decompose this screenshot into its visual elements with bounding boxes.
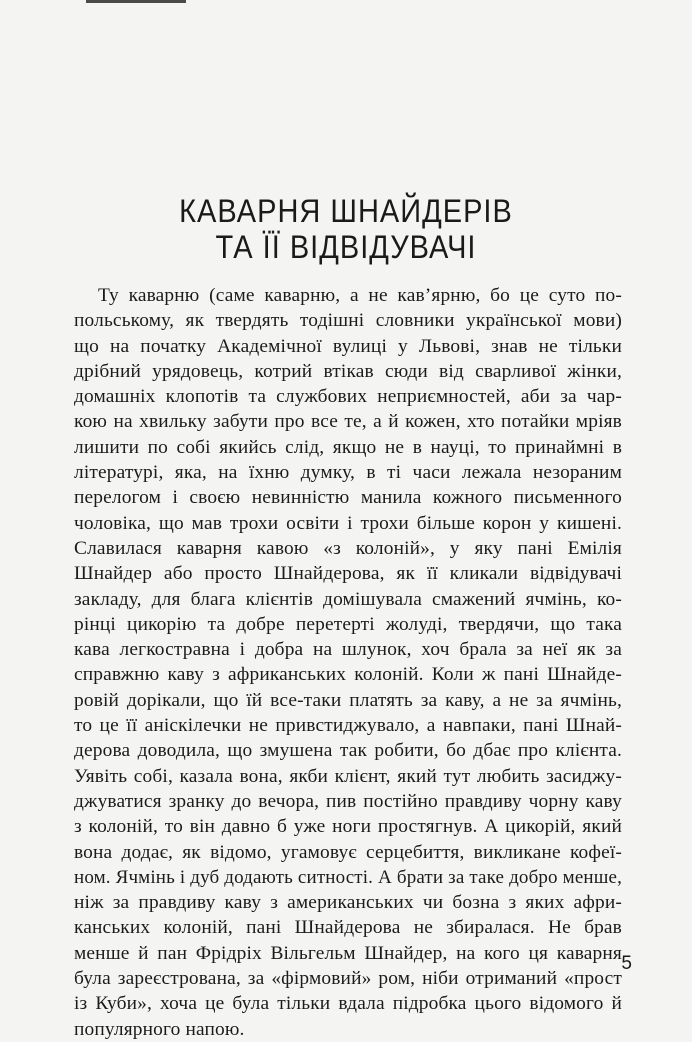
- text-line: Славилася каварня кавою «з колоній», у яку пані Емілія: [74, 537, 622, 559]
- text-line: дерова доводила, що змушена так робити, бо дбає про клієнта.: [74, 740, 622, 762]
- text-line: лишити по собі якийсь слід, якщо не в науці, то принаймні в: [74, 436, 622, 458]
- text-line: дрібний урядовець, котрий втікав сюди від сварливої жінки,: [74, 360, 622, 382]
- text-line: ровій дорікали, що їй все-таки платять за каву, а не за ячмінь,: [74, 689, 622, 711]
- text-line: популярного напою.: [74, 1018, 245, 1040]
- text-line: менше й пан Фрідріх Вільгельм Шнайдер, на кого ця каварня: [74, 942, 622, 964]
- top-edge-rule: [86, 0, 186, 3]
- text-line: літературі, яка, на їхню думку, в ті часи лежала незораним: [74, 462, 622, 484]
- body-paragraph: [74, 283, 622, 1042]
- text-line: Ту каварню (саме каварню, а не кав’ярню, бо це суто по-: [98, 285, 622, 306]
- text-line: домашніх клопотів та службових неприємностей, аби за чар-: [74, 386, 622, 408]
- text-line: польському, як твердять тодішні словники української мови): [74, 310, 622, 332]
- text-line: ном. Ячмінь і дуб додають ситності. А брати за таке добро менше,: [74, 866, 622, 888]
- text-line: що на початку Академічної вулиці у Львові, знав не тільки: [74, 335, 622, 357]
- text-line: канських колоній, пані Шнайдерова не збиралася. Не брав: [74, 917, 622, 939]
- text-line: рінці цикорію та добре перетерті жолуді, твердячи, що така: [74, 613, 622, 635]
- text-line: чоловіка, що мав трохи освіти і трохи більше корон у кишені.: [74, 512, 622, 534]
- text-line: Уявіть собі, казала вона, якби клієнт, який тут любить засиджу-: [74, 765, 622, 787]
- text-line: ніж за правдиву каву з американських чи бозна з яких афри-: [74, 892, 622, 914]
- page-number: 5: [621, 953, 632, 974]
- text-line: з колоній, то він давно б уже ноги простягнув. А цикорій, який: [74, 816, 622, 838]
- text-line: закладу, для блага клієнтів домішувала смажений ячмінь, ко-: [74, 588, 622, 610]
- chapter-title-line-1: КАВАРНЯ ШНАЙДЕРІВ: [179, 194, 513, 230]
- text-line: Шнайдер або просто Шнайдерова, як її кликали відвідувачі: [74, 563, 622, 585]
- text-line: вона додає, як відомо, угамовує серцебиття, викликане кофеї-: [74, 841, 622, 863]
- chapter-title-line-2: ТА ЇЇ ВІДВІДУВАЧІ: [215, 230, 477, 266]
- text-line: то це її аніскілечки не привстиджувало, а навпаки, пані Шнай-: [74, 715, 622, 737]
- text-line: була зареєстрована, за «фірмовий» ром, ніби отриманий «прост: [74, 968, 622, 990]
- text-line: кава легкостравна і добра на шлунок, хоч брала за неї як за: [74, 639, 622, 661]
- text-line: справжню каву з африканських колоній. Коли ж пані Шнайде-: [74, 664, 622, 686]
- text-line: із Куби», хоча це була тільки вдала підробка цього відомого й: [74, 993, 622, 1015]
- text-line: джуватися зранку до вечора, пив постійно правдиву чорну каву: [74, 790, 622, 812]
- text-line: перелогом і своєю невинністю манила кожного письменного: [74, 487, 622, 509]
- text-line: кою на хвильку забути про все те, а й кожен, хто потайки мріяв: [74, 411, 622, 433]
